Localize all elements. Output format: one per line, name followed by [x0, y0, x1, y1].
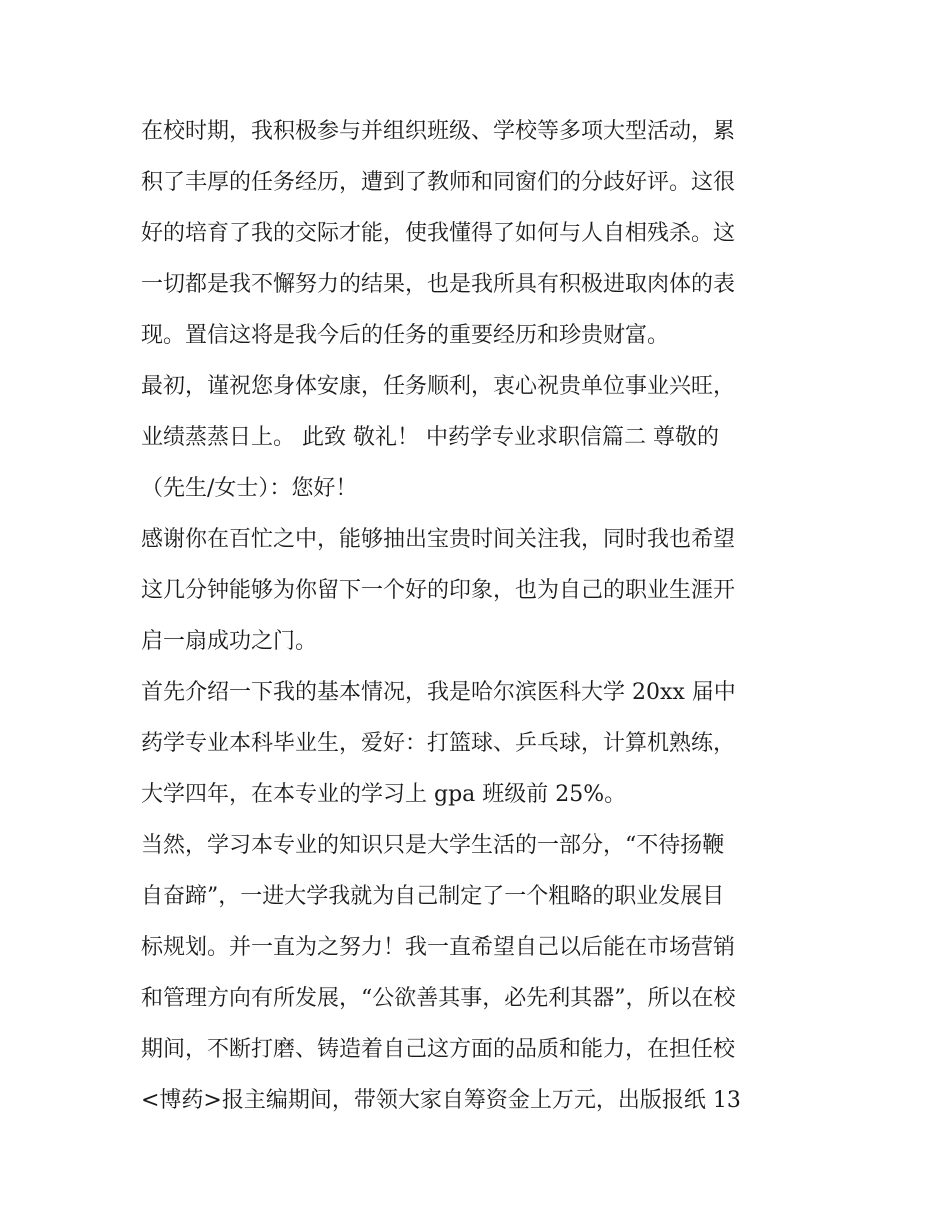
text-line: （先生/女士）：您好！: [141, 476, 358, 501]
paragraph-career-goals: [141, 820, 821, 1126]
text-line: 标规划。并一直为之努力！我一直希望自己以后能在市场营销: [141, 935, 736, 960]
text-line: 积了丰厚的任务经历，遭到了教师和同窗们的分歧好评。这很: [141, 170, 736, 195]
text-line: 和管理方向有所发展，“公欲善其事，必先利其器”，所以在校: [141, 986, 736, 1011]
paragraph-thanks: [141, 514, 821, 667]
document-body: [141, 106, 821, 1126]
text-line: 这几分钟能够为你留下一个好的印象，也为自己的职业生涯开: [141, 578, 736, 603]
text-line: 启一扇成功之门。: [141, 629, 318, 654]
text-line: 感谢你在百忙之中，能够抽出宝贵时间关注我，同时我也希望: [141, 527, 736, 552]
text-line: 现。置信这将是我今后的任务的重要经历和珍贵财富。: [141, 323, 670, 348]
text-line: 业绩蒸蒸日上。 此致 敬礼！ 中药学专业求职信篇二 尊敬的: [141, 425, 719, 450]
text-line: 自奋蹄”，一进大学我就为自己制定了一个粗略的职业发展目: [141, 884, 725, 909]
text-line: 药学专业本科毕业生，爱好：打篮球、乒乓球，计算机熟练，: [141, 731, 736, 756]
paragraph-campus-activities: [141, 106, 821, 361]
text-line: 期间，不断打磨、铸造着自己这方面的品质和能力，在担任校: [141, 1037, 736, 1062]
text-line: 当然，学习本专业的知识只是大学生活的一部分，“不待扬鞭: [141, 833, 725, 858]
text-line: 在校时期，我积极参与并组织班级、学校等多项大型活动，累: [141, 119, 736, 144]
text-line: 最初，谨祝您身体安康，任务顺利，衷心祝贵单位事业兴旺，: [141, 374, 736, 399]
paragraph-closing-and-letter-two: [141, 361, 821, 514]
text-line: <博药>报主编期间，带领大家自筹资金上万元，出版报纸 13: [141, 1088, 741, 1113]
text-line: 好的培育了我的交际才能，使我懂得了如何与人自相残杀。这: [141, 221, 736, 246]
text-line: 大学四年，在本专业的学习上 gpa 班级前 25%。: [141, 782, 627, 807]
paragraph-introduction: [141, 667, 821, 820]
text-line: 首先介绍一下我的基本情况，我是哈尔滨医科大学 20xx 届中: [141, 680, 736, 705]
text-line: 一切都是我不懈努力的结果，也是我所具有积极进取肉体的表: [141, 272, 736, 297]
